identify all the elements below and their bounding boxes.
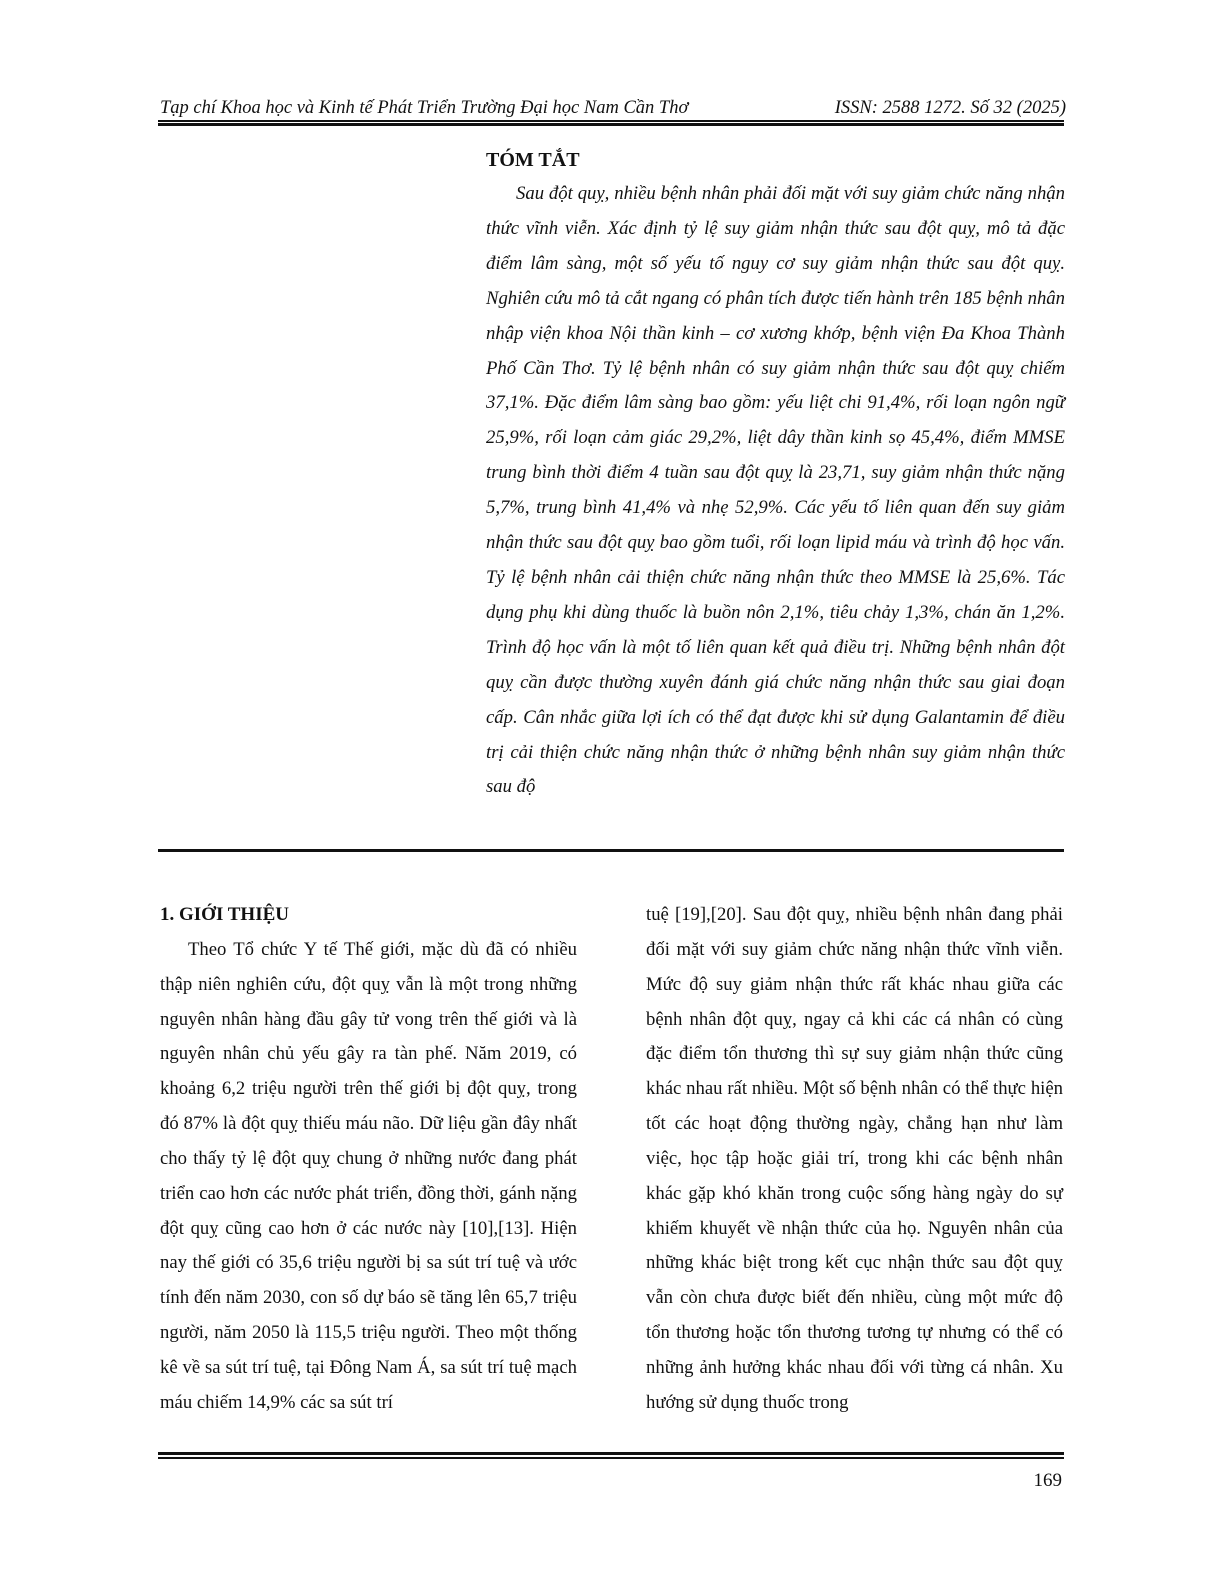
section-heading: 1. GIỚI THIỆU <box>160 904 289 925</box>
header-rule-bold <box>158 123 1064 126</box>
abstract-body: Sau đột quỵ, nhiều bệnh nhân phải đối mặt với suy giảm chức năng nhận thức vĩnh viễn. Xác định tỷ lệ suy giảm nhận thức sau đột quỵ, mô tả đặc điểm lâm sàng, một số yếu tố nguy cơ suy giảm nhận thức sau đột quỵ. Nghiên cứu mô tả cắt ngang có phân tích được tiến hành trên 185 bệnh nhân nhập viện khoa Nội thần kinh – cơ xương khớp, bệnh viện Đa Khoa Thành Phố Cần Thơ. Tỷ lệ bệnh nhân có suy giảm nhận thức sau đột quỵ chiếm 37,1%. Đặc điểm lâm sàng bao gồm: yếu liệt chi 91,4%, rối loạn ngôn ngữ 25,9%, rối loạn cảm giác 29,2%, liệt dây thần kinh sọ 45,4%, điểm MMSE trung bình thời điểm 4 tuần sau đột quỵ là 23,71, suy giảm nhận thức nặng 5,7%, trung bình 41,4% và nhẹ 52,9%. Các yếu tố liên quan đến suy giảm nhận thức sau đột quỵ bao gồm tuổi, rối loạn lipid máu và trình độ học vấn. Tỷ lệ bệnh nhân cải thiện chức năng nhận thức theo MMSE là 25,6%. Tác dụng phụ khi dùng thuốc là buồn nôn 2,1%, tiêu chảy 1,3%, chán ăn 1,2%. Trình độ học vấn là một tố liên quan kết quả điều trị. Những bệnh nhân đột quỵ cần được thường xuyên đánh giá chức năng nhận thức sau giai đoạn cấp. Cân nhắc giữa lợi ích có thể đạt được khi sử dụng Galantamin để điều trị cải thiện chức năng nhận thức ở những bệnh nhân suy giảm nhận thức sau độ <box>486 183 1065 798</box>
abstract-section <box>486 145 1065 805</box>
abstract-divider <box>158 849 1064 852</box>
running-header <box>160 96 1066 120</box>
intro-right-column <box>646 898 1063 1421</box>
intro-paragraph-continued: tuệ [19],[20]. Sau đột quỵ, nhiều bệnh nhân đang phải đối mặt với suy giảm chức năng nhận thức vĩnh viễn. Mức độ suy giảm nhận thức rất khác nhau giữa các bệnh nhân đột quỵ, ngay cả khi các cá nhân có cùng đặc điểm tổn thương thì sự suy giảm nhận thức cũng khác nhau rất nhiều. Một số bệnh nhân có thể thực hiện tốt các hoạt động thường ngày, chẳng hạn như làm việc, học tập hoặc giải trí, trong khi các bệnh nhân khác gặp khó khăn trong cuộc sống hàng ngày do sự khiếm khuyết về nhận thức của họ. Nguyên nhân của những khác biệt trong kết cục nhận thức sau đột quỵ vẫn còn chưa được biết đến nhiều, cùng một mức độ tổn thương hoặc tổn thương tương tự nhưng có thể có những ảnh hưởng khác nhau đối với từng cá nhân. Xu hướng sử dụng thuốc trong <box>646 904 1063 1413</box>
page-number: 169 <box>1033 1470 1062 1491</box>
journal-title: Tạp chí Khoa học và Kinh tế Phát Triển Trường Đại học Nam Cần Thơ <box>160 98 689 118</box>
footer-rule-bold <box>158 1452 1064 1455</box>
footer-rule <box>158 1457 1064 1459</box>
issn-issue: ISSN: 2588 1272. Số 32 (2025) <box>834 98 1066 118</box>
intro-paragraph: Theo Tổ chức Y tế Thế giới, mặc dù đã có nhiều thập niên nghiên cứu, đột quỵ vẫn là một trong những nguyên nhân hàng đầu gây tử vong trên thế giới và là nguyên nhân chủ yếu gây ra tàn phế. Năm 2019, có khoảng 6,2 triệu người trên thế giới bị đột quỵ, trong đó 87% là đột quỵ thiếu máu não. Dữ liệu gần đây nhất cho thấy tỷ lệ đột quỵ chung ở những nước đang phát triển cao hơn các nước phát triển, đồng thời, gánh nặng đột quỵ cũng cao hơn ở các nước này [10],[13]. Hiện nay thế giới có 35,6 triệu người bị sa sút trí tuệ và ước tính đến năm 2030, con số dự báo sẽ tăng lên 65,7 triệu người, năm 2050 là 115,5 triệu người. Theo một thống kê về sa sút trí tuệ, tại Đông Nam Á, sa sút trí tuệ mạch máu chiếm 14,9% các sa sút trí <box>160 938 577 1413</box>
header-rule <box>158 120 1064 122</box>
abstract-title: TÓM TẮT <box>486 149 580 171</box>
intro-left-column <box>160 898 577 1421</box>
